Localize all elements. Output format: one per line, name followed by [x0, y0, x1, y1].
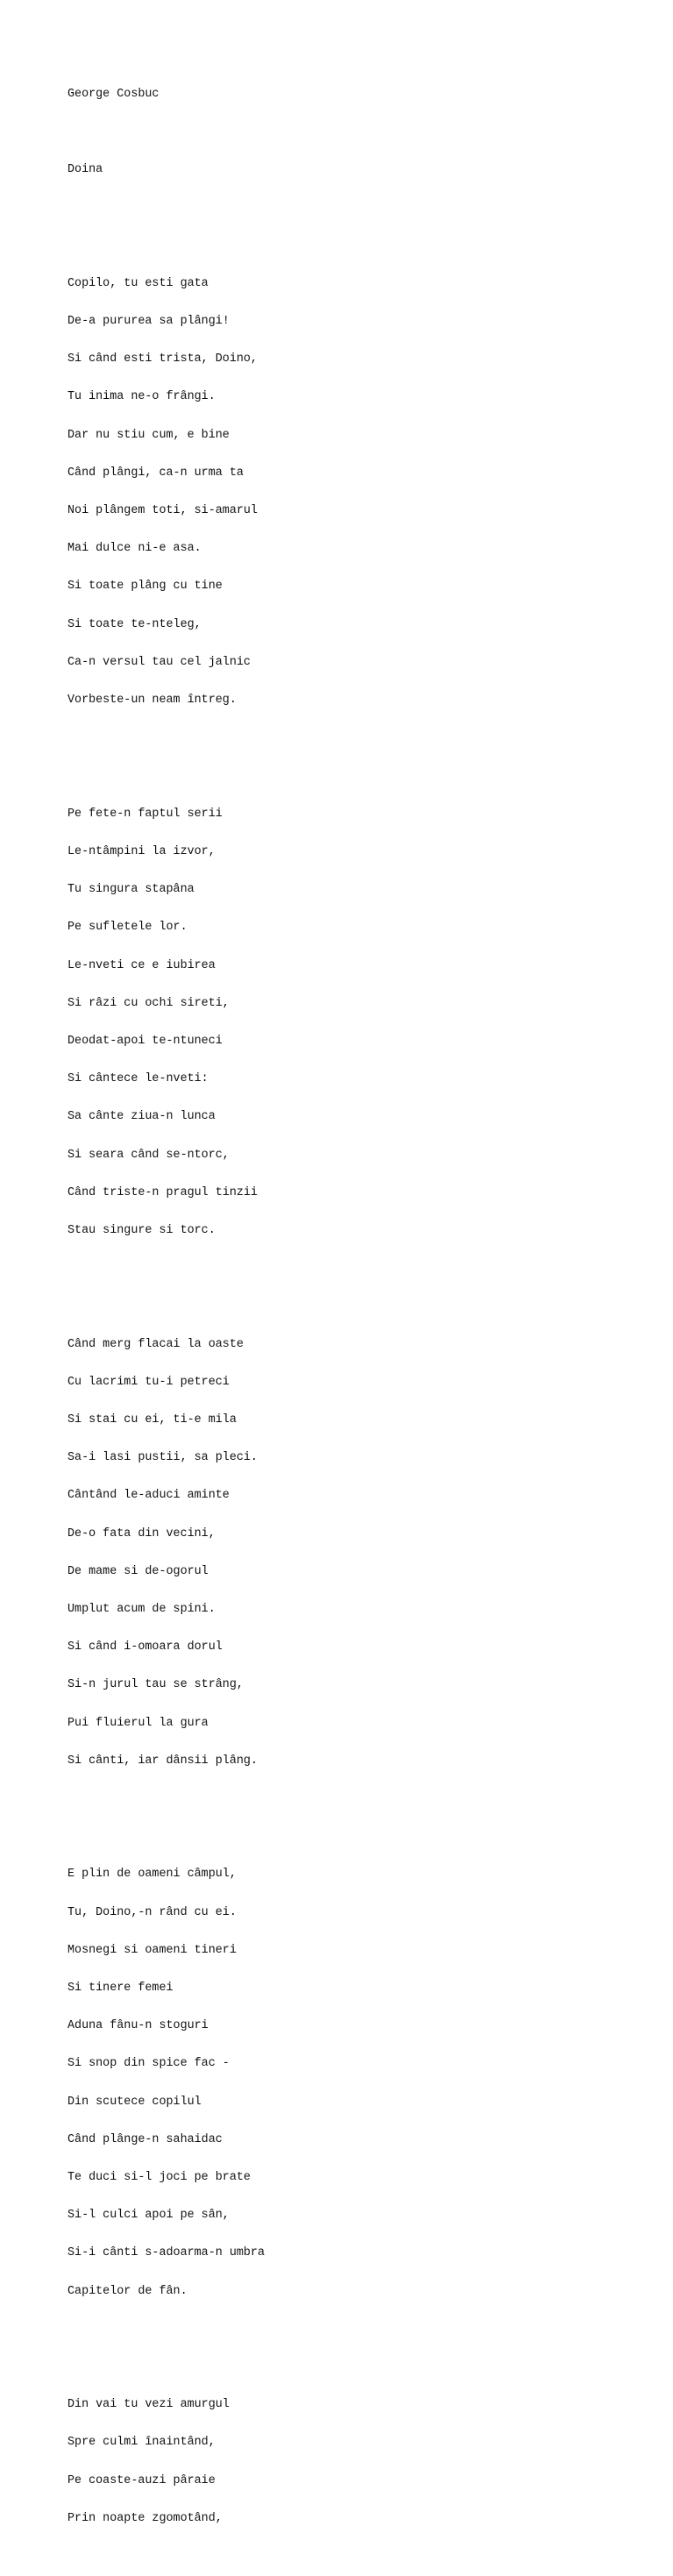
spacer	[67, 126, 646, 139]
poem-line: Si când i-omoara dorul	[67, 1640, 223, 1654]
poem-line: De-o fata din vecini,	[67, 1526, 216, 1541]
poem-line: Te duci si-l joci pe brate	[67, 2171, 251, 2185]
poem-line: Mosnegi si oameni tineri	[67, 1943, 237, 1957]
poem-line: Prin noapte zgomotând,	[67, 2511, 223, 2525]
poem-line: Mai dulce ni-e asa.	[67, 542, 202, 556]
poem-line: E plin de oameni câmpul,	[67, 1868, 237, 1882]
poem-line: Când plânge-n sahaidac	[67, 2132, 223, 2146]
stanza-2	[67, 783, 646, 1263]
poem-line: Vorbeste-un neam întreg.	[67, 694, 237, 708]
poem-line: Din scutece copilul	[67, 2095, 202, 2109]
poem-line: Aduna fânu-n stoguri	[67, 2019, 209, 2033]
poem-line: De mame si de-ogorul	[67, 1564, 209, 1578]
poem-line: Pe sufletele lor.	[67, 921, 188, 935]
poem-line: Spre culmi înaintând,	[67, 2436, 216, 2450]
poem-line: Când plângi, ca-n urma ta	[67, 466, 244, 480]
poem-line: Si-n jurul tau se strâng,	[67, 1678, 244, 1692]
poem-line: Si râzi cu ochi sireti,	[67, 996, 230, 1010]
poem-line: Cântând le-aduci aminte	[67, 1489, 230, 1503]
poem-line: Tu, Doino,-n rând cu ei.	[67, 1905, 237, 1919]
poem-line: Copilo, tu esti gata	[67, 276, 209, 290]
stanza-3	[67, 1313, 646, 1793]
poem-line: Capitelor de fân.	[67, 2284, 188, 2298]
poem-line: Le-nveti ce e iubirea	[67, 958, 216, 972]
spacer	[67, 202, 646, 214]
poem-line: Stau singure si torc.	[67, 1223, 216, 1237]
poem-line: De-a pururea sa plângi!	[67, 315, 230, 329]
poem-line: Pui fluierul la gura	[67, 1716, 209, 1730]
poem-line: Si cânti, iar dânsii plâng.	[67, 1754, 258, 1768]
poem-line: Când triste-n pragul tinzii	[67, 1185, 258, 1199]
poem-line: Când merg flacai la oaste	[67, 1337, 244, 1351]
poem-line: Pe fete-n faptul serii	[67, 807, 223, 821]
stanza-5	[67, 2373, 646, 2551]
poem-line: Ca-n versul tau cel jalnic	[67, 655, 251, 669]
poem-line: Si-i cânti s-adoarma-n umbra	[67, 2246, 265, 2260]
poem-line: Dar nu stiu cum, e bine	[67, 428, 230, 442]
poem-line: Tu inima ne-o frângi.	[67, 390, 216, 404]
poem-line: Cu lacrimi tu-i petreci	[67, 1375, 230, 1389]
document-page	[67, 63, 646, 2576]
poem-line: Si toate plâng cu tine	[67, 580, 223, 594]
poem-line: Sa cânte ziua-n lunca	[67, 1110, 216, 1124]
stanza-4	[67, 1844, 646, 2323]
poem-line: Sa-i lasi pustii, sa pleci.	[67, 1451, 258, 1465]
poem-line: Si toate te-nteleg,	[67, 617, 202, 631]
author-name: George Cosbuc	[67, 87, 159, 101]
poem-line: Din vai tu vezi amurgul	[67, 2398, 230, 2412]
poem-line: Si-l culci apoi pe sân,	[67, 2209, 230, 2223]
poem-line: Le-ntâmpini la izvor,	[67, 844, 216, 858]
poem-line: Noi plângem toti, si-amarul	[67, 504, 258, 518]
poem-line: Si snop din spice fac -	[67, 2057, 230, 2071]
poem-line: Si cântece le-nveti:	[67, 1072, 209, 1086]
poem-line: Pe coaste-auzi pâraie	[67, 2473, 216, 2487]
poem-line: Si când esti trista, Doino,	[67, 352, 258, 366]
poem-line: Deodat-apoi te-ntuneci	[67, 1034, 223, 1048]
poem-title: Doina	[67, 163, 103, 177]
poem-line: Si seara când se-ntorc,	[67, 1148, 230, 1162]
poem-line: Si stai cu ei, ti-e mila	[67, 1413, 237, 1427]
poem-line: Umplut acum de spini.	[67, 1602, 216, 1616]
poem-line: Tu singura stapâna	[67, 883, 195, 897]
poem-line: Si tinere femei	[67, 1982, 174, 1996]
stanza-1	[67, 253, 646, 732]
